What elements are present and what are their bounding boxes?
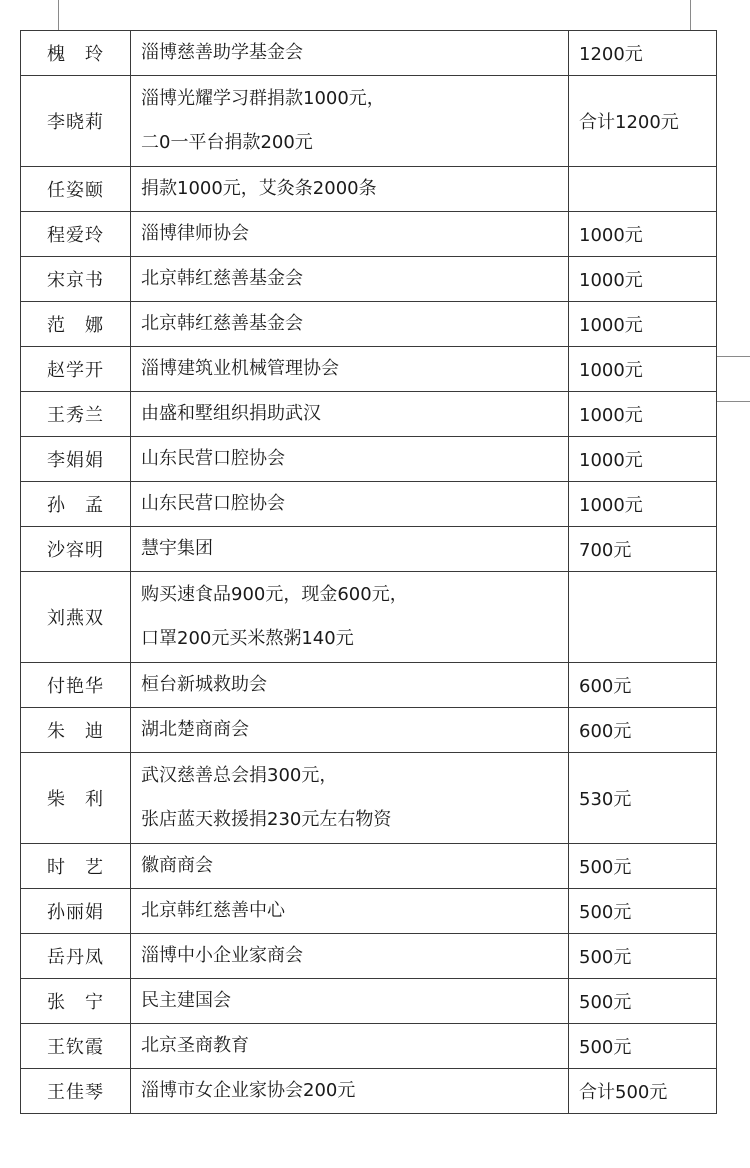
donor-organization: 淄博光耀学习群捐款1000元， 二0一平台捐款200元 [131, 76, 569, 167]
donor-name: 王秀兰 [21, 392, 131, 437]
donor-organization: 北京韩红慈善基金会 [131, 302, 569, 347]
donor-organization: 桓台新城救助会 [131, 663, 569, 708]
table-row [21, 1024, 717, 1069]
donor-organization: 淄博中小企业家商会 [131, 934, 569, 979]
table-row [21, 347, 717, 392]
page-guide-left [58, 0, 59, 30]
donation-amount: 合计500元 [569, 1069, 717, 1114]
table-row [21, 437, 717, 482]
table-row [21, 527, 717, 572]
donor-name: 沙容明 [21, 527, 131, 572]
table-row [21, 1069, 717, 1114]
donation-table [20, 30, 717, 1114]
donor-organization: 武汉慈善总会捐300元， 张店蓝天救援捐230元左右物资 [131, 753, 569, 844]
donation-amount: 600元 [569, 663, 717, 708]
table-row [21, 392, 717, 437]
donation-amount: 1000元 [569, 302, 717, 347]
table-row [21, 257, 717, 302]
donor-organization: 山东民营口腔协会 [131, 437, 569, 482]
donor-organization: 山东民营口腔协会 [131, 482, 569, 527]
page-guide-right [690, 0, 691, 30]
donor-name: 王佳琴 [21, 1069, 131, 1114]
donor-name: 刘燕双 [21, 572, 131, 663]
donation-amount: 1000元 [569, 212, 717, 257]
donation-amount: 合计1200元 [569, 76, 717, 167]
donor-name: 宋京书 [21, 257, 131, 302]
donor-name: 张 宁 [21, 979, 131, 1024]
donor-name: 孙丽娟 [21, 889, 131, 934]
table-row [21, 889, 717, 934]
table-row [21, 708, 717, 753]
donor-organization: 北京圣商教育 [131, 1024, 569, 1069]
donor-name: 范 娜 [21, 302, 131, 347]
donation-amount: 1000元 [569, 437, 717, 482]
donor-name: 程爱玲 [21, 212, 131, 257]
table-row [21, 979, 717, 1024]
donor-name: 王钦霞 [21, 1024, 131, 1069]
donor-organization: 购买速食品900元，现金600元， 口罩200元买米熬粥140元 [131, 572, 569, 663]
donation-amount: 1000元 [569, 392, 717, 437]
donation-amount: 1000元 [569, 257, 717, 302]
donation-amount: 1000元 [569, 347, 717, 392]
donor-organization: 徽商商会 [131, 844, 569, 889]
donor-organization: 北京韩红慈善基金会 [131, 257, 569, 302]
donation-amount: 700元 [569, 527, 717, 572]
adjacent-column-edge [716, 356, 750, 402]
donor-organization: 淄博建筑业机械管理协会 [131, 347, 569, 392]
donor-organization: 慧宇集团 [131, 527, 569, 572]
table-row [21, 76, 717, 167]
table-row [21, 844, 717, 889]
donor-organization: 淄博律师协会 [131, 212, 569, 257]
donation-amount: 530元 [569, 753, 717, 844]
donation-amount: 500元 [569, 979, 717, 1024]
donor-organization: 淄博慈善助学基金会 [131, 31, 569, 76]
donor-name: 付艳华 [21, 663, 131, 708]
table-row [21, 31, 717, 76]
donor-name: 李娟娟 [21, 437, 131, 482]
donor-name: 时 艺 [21, 844, 131, 889]
donation-amount: 600元 [569, 708, 717, 753]
donation-amount: 500元 [569, 934, 717, 979]
table-row [21, 167, 717, 212]
donation-amount: 1200元 [569, 31, 717, 76]
table-row [21, 482, 717, 527]
donation-amount: 500元 [569, 1024, 717, 1069]
donation-amount: 500元 [569, 889, 717, 934]
table-row [21, 212, 717, 257]
donor-name: 赵学开 [21, 347, 131, 392]
donor-organization: 民主建国会 [131, 979, 569, 1024]
donor-organization: 由盛和墅组织捐助武汉 [131, 392, 569, 437]
table-row [21, 753, 717, 844]
donor-name: 任姿颐 [21, 167, 131, 212]
donor-name: 岳丹凤 [21, 934, 131, 979]
table-row [21, 663, 717, 708]
donation-amount [569, 167, 717, 212]
table-row [21, 572, 717, 663]
donor-name: 朱 迪 [21, 708, 131, 753]
donor-organization: 淄博市女企业家协会200元 [131, 1069, 569, 1114]
donor-name: 孙 孟 [21, 482, 131, 527]
donor-organization: 北京韩红慈善中心 [131, 889, 569, 934]
donor-name: 柴 利 [21, 753, 131, 844]
donation-amount: 1000元 [569, 482, 717, 527]
donor-name: 李晓莉 [21, 76, 131, 167]
table-row [21, 302, 717, 347]
donor-name: 槐 玲 [21, 31, 131, 76]
donor-organization: 湖北楚商商会 [131, 708, 569, 753]
donor-organization: 捐款1000元，艾灸条2000条 [131, 167, 569, 212]
table-row [21, 934, 717, 979]
donation-amount [569, 572, 717, 663]
donation-amount: 500元 [569, 844, 717, 889]
